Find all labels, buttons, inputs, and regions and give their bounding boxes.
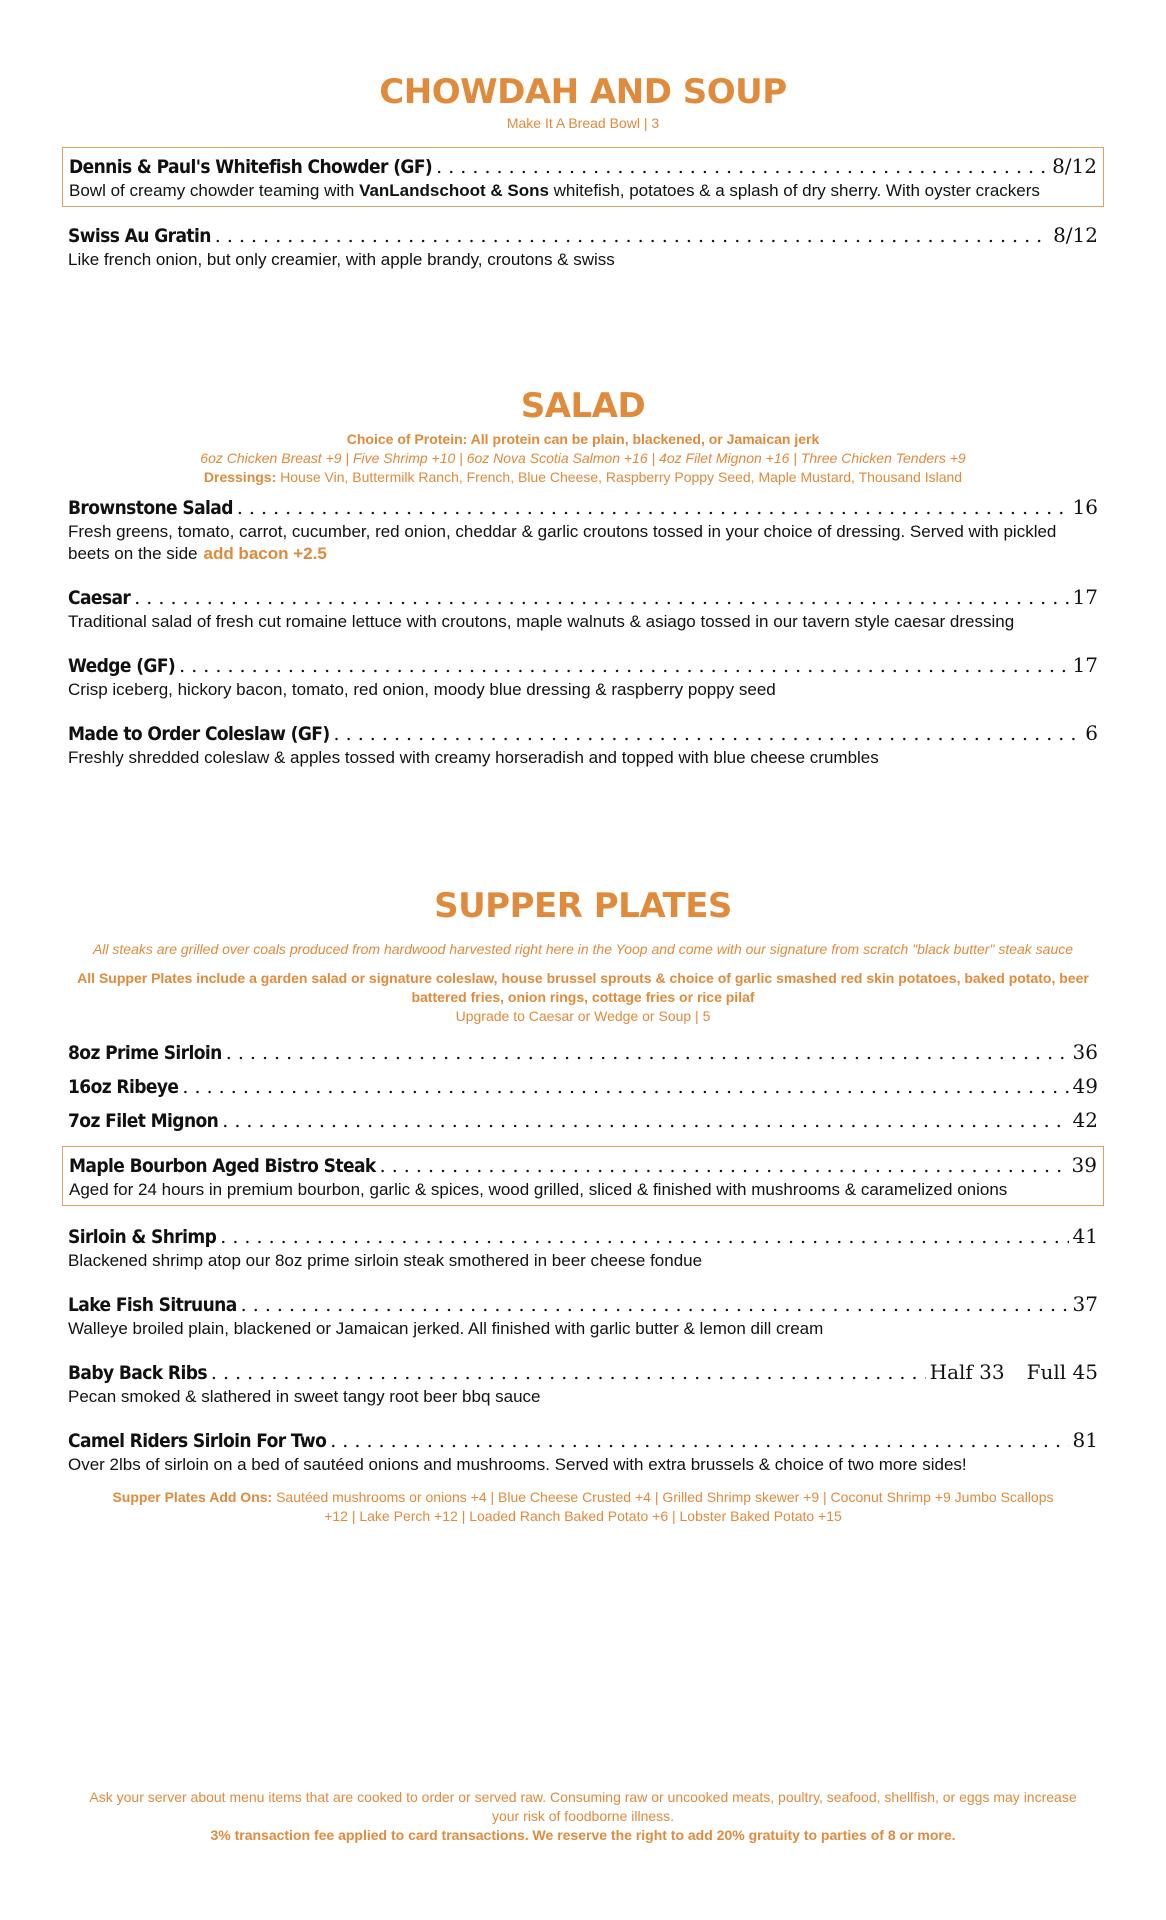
item-price: 49 <box>1072 1074 1098 1098</box>
item-description: Freshly shredded coleslaw & apples tossed with creamy horseradish and topped with blue cheese crumbles <box>68 748 879 767</box>
item-price: 17 <box>1072 585 1098 609</box>
item-price: 8/12 <box>1053 223 1098 247</box>
upgrade-note: Upgrade to Caesar or Wedge or Soup | 5 <box>455 1008 711 1024</box>
item-name: 8oz Prime Sirloin <box>68 1042 222 1064</box>
item-name: Made to Order Coleslaw (GF) <box>68 723 330 745</box>
dot-leader <box>226 1042 1069 1064</box>
dot-leader <box>330 1430 1068 1452</box>
item-name: Dennis & Paul's Whitefish Chowder (GF) <box>69 156 433 178</box>
item-price: 17 <box>1072 653 1098 677</box>
item-price: 42 <box>1072 1108 1098 1132</box>
price-full: Full 45 <box>1026 1360 1098 1384</box>
menu-item-caesar <box>62 585 1104 633</box>
item-description: Over 2lbs of sirloin on a bed of sautéed onions and mushrooms. Served with extra brussels & choice of two more sides! <box>68 1455 967 1474</box>
item-name: Swiss Au Gratin <box>68 225 211 247</box>
dot-leader <box>220 1226 1068 1248</box>
dot-leader <box>241 1294 1069 1316</box>
item-description: Crisp iceberg, hickory bacon, tomato, red onion, moody blue dressing & raspberry poppy seed <box>68 680 776 699</box>
dot-leader <box>215 225 1049 247</box>
section-supper-plates <box>62 886 1104 1526</box>
item-price: 81 <box>1072 1428 1098 1452</box>
menu-item-coleslaw <box>62 721 1104 769</box>
item-price <box>930 1360 1098 1384</box>
section-subtitle: Make It A Bread Bowl | 3 <box>506 115 660 131</box>
item-name: Brownstone Salad <box>68 497 233 519</box>
item-name: Sirloin & Shrimp <box>68 1226 217 1248</box>
item-description: Traditional salad of fresh cut romaine lettuce with croutons, maple walnuts & asiago tossed in our tavern style caesar dressing <box>68 612 1015 631</box>
section-title: SUPPER PLATES <box>434 886 732 926</box>
addon-bacon: add bacon +2.5 <box>203 544 327 563</box>
protein-note: Choice of Protein: All protein can be plain, blackened, or Jamaican jerk <box>346 431 820 447</box>
section-chowdah <box>62 72 1104 271</box>
dot-leader <box>334 723 1082 745</box>
dot-leader <box>222 1110 1068 1132</box>
section-title: CHOWDAH AND SOUP <box>379 72 787 112</box>
transaction-fee-note: 3% transaction fee applied to card transactions. We reserve the right to add 20% gratuity to parties of 8 or more. <box>210 1827 956 1843</box>
dressings-note: Dressings: House Vin, Buttermilk Ranch, French, Blue Cheese, Raspberry Poppy Seed, Maple Mustard, Thousand Island <box>203 469 963 485</box>
item-price: 6 <box>1085 721 1098 745</box>
menu-item-wedge <box>62 653 1104 701</box>
item-price: 16 <box>1072 495 1098 519</box>
dot-leader <box>237 497 1069 519</box>
menu-item-whitefish-chowder <box>62 147 1104 207</box>
item-price: 37 <box>1072 1292 1098 1316</box>
menu-item-bistro-steak <box>62 1146 1104 1206</box>
item-price: 39 <box>1071 1153 1097 1177</box>
section-title: SALAD <box>520 386 646 426</box>
item-description: Bowl of creamy chowder teaming with VanLandschoot & Sons whitefish, potatoes & a splash of dry sherry. With oyster crackers <box>69 181 1040 200</box>
menu-item-swiss-au-gratin <box>62 223 1104 271</box>
dot-leader <box>134 587 1068 609</box>
menu-item-brownstone-salad <box>62 495 1104 565</box>
item-description: Pecan smoked & slathered in sweet tangy root beer bbq sauce <box>68 1387 541 1406</box>
price-half: Half 33 <box>929 1360 1005 1384</box>
dot-leader <box>380 1155 1068 1177</box>
item-description: Blackened shrimp atop our 8oz prime sirloin steak smothered in beer cheese fondue <box>68 1251 703 1270</box>
menu-item-baby-back-ribs <box>62 1360 1104 1408</box>
menu-item-sirloin-for-two <box>62 1428 1104 1476</box>
menu-item-sirloin-shrimp <box>62 1224 1104 1272</box>
item-price: 41 <box>1072 1224 1098 1248</box>
menu-item-lake-fish <box>62 1292 1104 1340</box>
menu-item-filet-mignon <box>62 1108 1104 1132</box>
foodborne-warning: Ask your server about menu items that are cooked to order or served raw. Consuming raw or uncooked meats, poultry, seafood, shellfish, or eggs may increase your risk of foodborne illness. <box>89 1789 1077 1824</box>
footer-notice <box>80 1788 1086 1845</box>
supper-addons-note: Supper Plates Add Ons: Sautéed mushrooms or onions +4 | Blue Cheese Crusted +4 | Grilled Shrimp skewer +9 | Coconut Shrimp +9 Jumbo Scallops +12 | Lake Perch +12 | Loaded Ranch Baked Potato +6 | Lobster Baked Potato +15 <box>112 1489 1054 1524</box>
item-name: Caesar <box>68 587 131 609</box>
item-name: Camel Riders Sirloin For Two <box>68 1430 327 1452</box>
item-name: 7oz Filet Mignon <box>68 1110 219 1132</box>
item-name: Lake Fish Sitruuna <box>68 1294 237 1316</box>
item-name: 16oz Ribeye <box>68 1076 179 1098</box>
dot-leader <box>211 1362 926 1384</box>
dot-leader <box>182 1076 1068 1098</box>
item-name: Wedge (GF) <box>68 655 176 677</box>
steak-note: All steaks are grilled over coals produced from hardwood harvested right here in the Yoop and come with our signature from scratch "black butter" steak sauce <box>92 941 1074 957</box>
item-price: 8/12 <box>1052 154 1097 178</box>
item-description: Aged for 24 hours in premium bourbon, garlic & spices, wood grilled, sliced & finished with mushrooms & caramelized onions <box>69 1180 1008 1199</box>
item-description: Fresh greens, tomato, carrot, cucumber, red onion, cheddar & garlic croutons tossed in your choice of dressing. Served with pickled beets on the side add bacon +2.5 <box>68 522 1057 563</box>
dot-leader <box>436 156 1048 178</box>
item-description: Like french onion, but only creamier, with apple brandy, croutons & swiss <box>68 250 615 269</box>
dot-leader <box>179 655 1068 677</box>
menu-item-ribeye <box>62 1074 1104 1098</box>
item-name: Baby Back Ribs <box>68 1362 207 1384</box>
includes-note: All Supper Plates include a garden salad or signature coleslaw, house brussel sprouts & choice of garlic smashed red skin potatoes, baked potato, beer battered fries, onion rings, cottage fries or rice pilaf <box>77 970 1089 1005</box>
item-description: Walleye broiled plain, blackened or Jamaican jerked. All finished with garlic butter & lemon dill cream <box>68 1319 824 1338</box>
menu-item-prime-sirloin <box>62 1040 1104 1064</box>
section-salad <box>62 386 1104 769</box>
item-name: Maple Bourbon Aged Bistro Steak <box>69 1155 376 1177</box>
protein-options: 6oz Chicken Breast +9 | Five Shrimp +10 | 6oz Nova Scotia Salmon +16 | 4oz Filet Mignon +16 | Three Chicken Tenders +9 <box>200 450 966 466</box>
item-price: 36 <box>1072 1040 1098 1064</box>
